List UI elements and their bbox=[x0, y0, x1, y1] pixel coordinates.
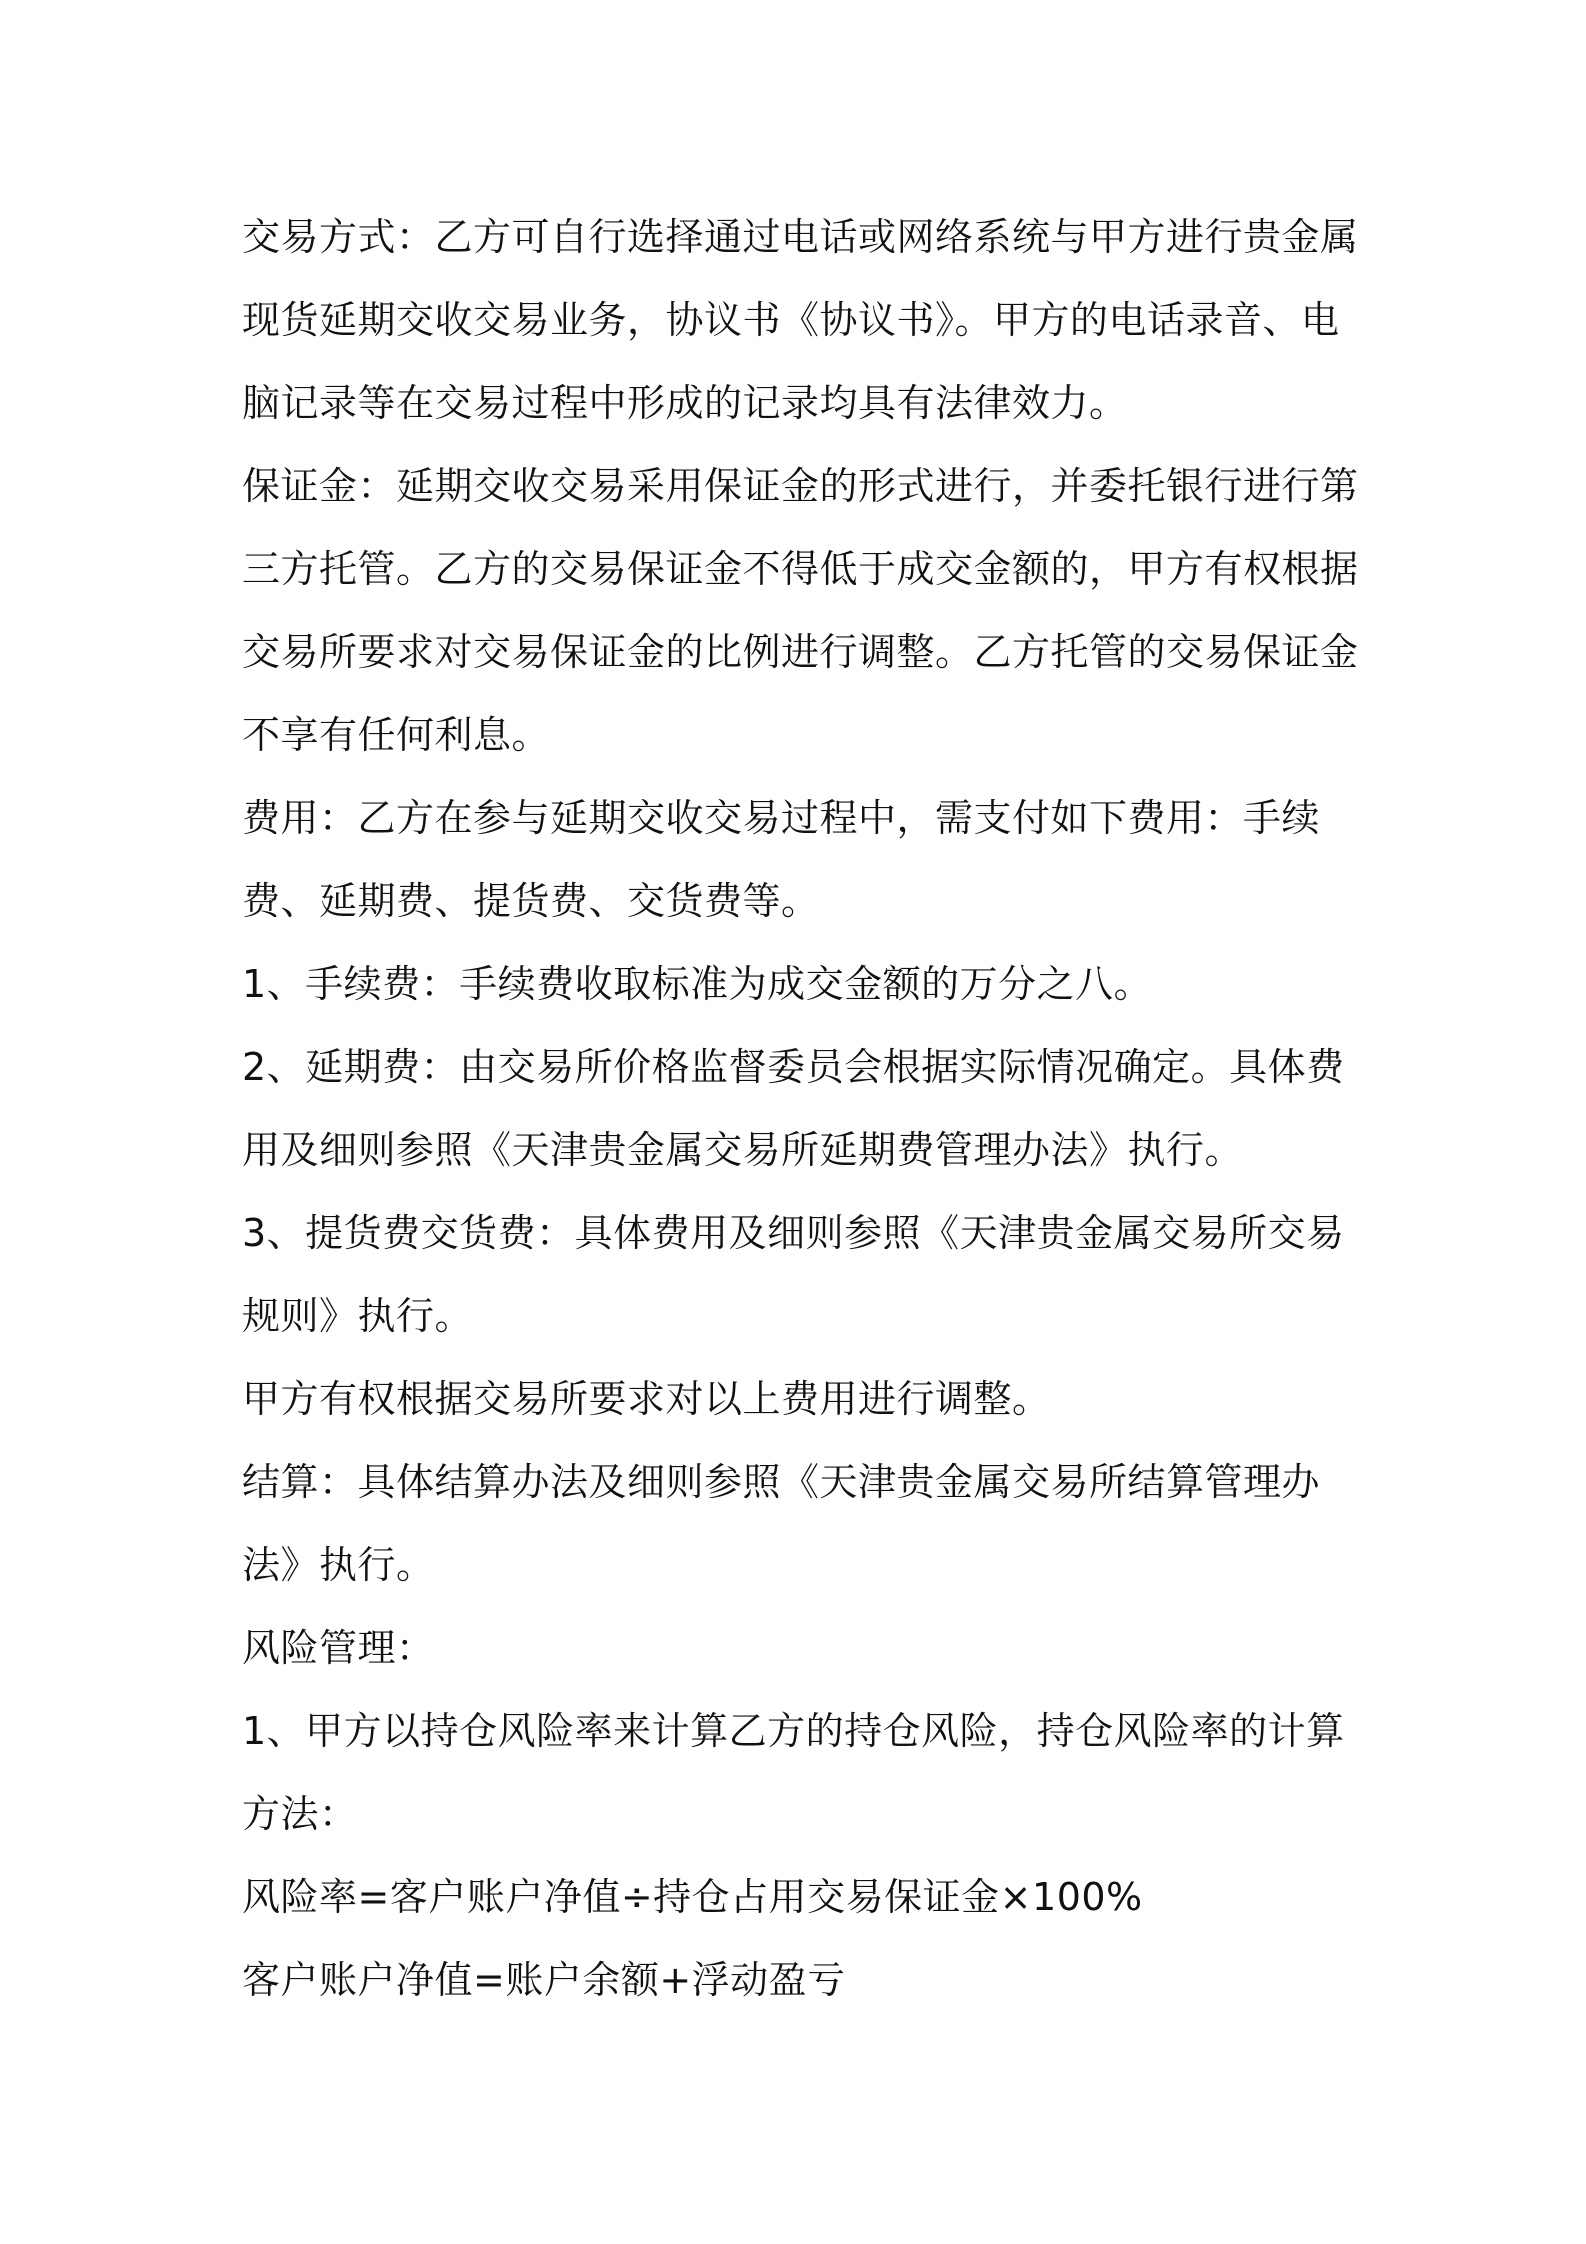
paragraph-margin: 保证金：延期交收交易采用保证金的形式进行，并委托银行进行第三方托管。乙方的交易保证金不得低于成交金额的，甲方有权根据交易所要求对交易保证金的比例进行调整。乙方托管的交易保证金不享有任何利息。 bbox=[242, 464, 1359, 757]
paragraph-risk-rate-formula: 风险率=客户账户净值÷持仓占用交易保证金×100% bbox=[242, 1875, 1143, 1919]
document-body bbox=[242, 196, 1362, 2022]
paragraph-net-value-formula: 客户账户净值=账户余额+浮动盈亏 bbox=[242, 1958, 846, 2002]
paragraph-fees: 费用：乙方在参与延期交收交易过程中，需支付如下费用：手续费、延期费、提货费、交货费等。 bbox=[242, 796, 1321, 923]
paragraph-fee-commission: 1、手续费：手续费收取标准为成交金额的万分之八。 bbox=[242, 962, 1153, 1006]
paragraph-fee-deferral: 2、延期费：由交易所价格监督委员会根据实际情况确定。具体费用及细则参照《天津贵金属交易所延期费管理办法》执行。 bbox=[242, 1045, 1345, 1172]
paragraph-settlement: 结算：具体结算办法及细则参照《天津贵金属交易所结算管理办法》执行。 bbox=[242, 1460, 1321, 1587]
paragraph-fee-delivery: 3、提货费交货费：具体费用及细则参照《天津贵金属交易所交易规则》执行。 bbox=[242, 1211, 1345, 1338]
paragraph-risk-heading: 风险管理： bbox=[242, 1626, 435, 1670]
paragraph-trading-method: 交易方式：乙方可自行选择通过电话或网络系统与甲方进行贵金属现货延期交收交易业务，协议书《协议书》。甲方的电话录音、电脑记录等在交易过程中形成的记录均具有法律效力。 bbox=[242, 215, 1359, 425]
paragraph-risk-rate-method: 1、甲方以持仓风险率来计算乙方的持仓风险，持仓风险率的计算方法： bbox=[242, 1709, 1345, 1836]
paragraph-fee-adjustment: 甲方有权根据交易所要求对以上费用进行调整。 bbox=[242, 1377, 1051, 1421]
